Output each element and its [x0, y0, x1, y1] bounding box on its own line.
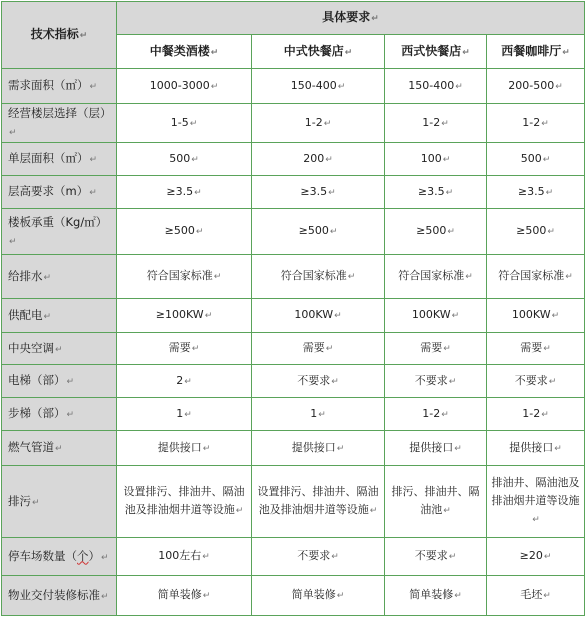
table-cell: 排油井、隔油池及排油烟井道等设施↵	[487, 466, 585, 538]
table-cell: 提供接口↵	[385, 431, 487, 466]
table-row	[2, 576, 585, 616]
table-cell: ≥3.5↵	[252, 176, 385, 209]
table-cell: 符合国家标准↵	[487, 255, 585, 299]
spellcheck-underlined-text: 个	[77, 548, 89, 563]
table-cell: ≥100KW↵	[117, 299, 252, 333]
header-col-chinese-fastfood: 中式快餐店↵	[252, 35, 385, 69]
table-row	[2, 209, 585, 255]
row-label: 层高要求（m）↵	[2, 176, 117, 209]
table-cell: 不要求↵	[385, 538, 487, 576]
table-row	[2, 398, 585, 431]
table-cell: 1-5↵	[117, 104, 252, 143]
header-row-1	[2, 2, 585, 35]
row-label: 经营楼层选择（层）↵	[2, 104, 117, 143]
table-cell: ≥500↵	[252, 209, 385, 255]
table-row	[2, 365, 585, 398]
row-label: 物业交付装修标准↵	[2, 576, 117, 616]
table-cell: 100KW↵	[252, 299, 385, 333]
header-requirements: 具体要求↵	[117, 2, 585, 35]
table-cell: 简单装修↵	[117, 576, 252, 616]
row-label: 给排水↵	[2, 255, 117, 299]
table-cell: 需要↵	[117, 333, 252, 365]
table-cell: 150-400↵	[385, 69, 487, 104]
row-label: 需求面积（㎡）↵	[2, 69, 117, 104]
table-row	[2, 143, 585, 176]
table-cell: 提供接口↵	[117, 431, 252, 466]
table-cell: ≥500↵	[385, 209, 487, 255]
table-cell: 1-2↵	[252, 104, 385, 143]
table-cell: 提供接口↵	[487, 431, 585, 466]
table-cell: 500↵	[117, 143, 252, 176]
table-row	[2, 104, 585, 143]
table-cell: 100KW↵	[385, 299, 487, 333]
table-cell: 设置排污、排油井、隔油池及排油烟井道等设施↵	[252, 466, 385, 538]
table-cell: 100↵	[385, 143, 487, 176]
table-cell: 简单装修↵	[385, 576, 487, 616]
table-row	[2, 176, 585, 209]
table-cell: 100左右↵	[117, 538, 252, 576]
table-cell: 符合国家标准↵	[385, 255, 487, 299]
table-row	[2, 255, 585, 299]
table-cell: 不要求↵	[252, 365, 385, 398]
table-cell: 需要↵	[252, 333, 385, 365]
table-cell: 不要求↵	[252, 538, 385, 576]
table-cell: ≥3.5↵	[385, 176, 487, 209]
table-cell: 不要求↵	[385, 365, 487, 398]
row-label: 排污↵	[2, 466, 117, 538]
header-indicator: 技术指标↵	[2, 2, 117, 69]
table-cell: ≥500↵	[487, 209, 585, 255]
table-row	[2, 431, 585, 466]
table-row	[2, 466, 585, 538]
table-cell: 200↵	[252, 143, 385, 176]
table-cell: 设置排污、排油井、隔油池及排油烟井道等设施↵	[117, 466, 252, 538]
table-cell: 1↵	[252, 398, 385, 431]
table-row	[2, 299, 585, 333]
row-label: 停车场数量（个）↵	[2, 538, 117, 576]
table-cell: ≥500↵	[117, 209, 252, 255]
table-cell: 1-2↵	[385, 104, 487, 143]
table-cell: 1-2↵	[385, 398, 487, 431]
table-cell: 简单装修↵	[252, 576, 385, 616]
table-cell: 符合国家标准↵	[117, 255, 252, 299]
row-label: 电梯（部）↵	[2, 365, 117, 398]
table-cell: 1-2↵	[487, 104, 585, 143]
table-row	[2, 333, 585, 365]
row-label: 燃气管道↵	[2, 431, 117, 466]
row-label: 楼板承重（Kg/㎡）↵	[2, 209, 117, 255]
table-cell: ≥20↵	[487, 538, 585, 576]
table-cell: 不要求↵	[487, 365, 585, 398]
table-cell: ≥3.5↵	[117, 176, 252, 209]
table-cell: 排污、排油井、隔油池↵	[385, 466, 487, 538]
header-col-chinese-restaurant: 中餐类酒楼↵	[117, 35, 252, 69]
table-cell: 2↵	[117, 365, 252, 398]
table-cell: 1-2↵	[487, 398, 585, 431]
table-cell: 需要↵	[487, 333, 585, 365]
requirements-table	[1, 1, 585, 616]
table-cell: 150-400↵	[252, 69, 385, 104]
table-cell: 200-500↵	[487, 69, 585, 104]
header-col-western-fastfood: 西式快餐店↵	[385, 35, 487, 69]
table-cell: 毛坯↵	[487, 576, 585, 616]
table-cell: 100KW↵	[487, 299, 585, 333]
table-cell: 500↵	[487, 143, 585, 176]
table-cell: ≥3.5↵	[487, 176, 585, 209]
table-cell: 1↵	[117, 398, 252, 431]
table-cell: 提供接口↵	[252, 431, 385, 466]
row-label: 单层面积（㎡）↵	[2, 143, 117, 176]
row-label: 步梯（部）↵	[2, 398, 117, 431]
table-row	[2, 538, 585, 576]
requirements-table-container	[1, 1, 585, 616]
table-cell: 1000-3000↵	[117, 69, 252, 104]
row-label: 中央空调↵	[2, 333, 117, 365]
header-col-western-cafe: 西餐咖啡厅↵	[487, 35, 585, 69]
table-row	[2, 69, 585, 104]
table-cell: 符合国家标准↵	[252, 255, 385, 299]
table-cell: 需要↵	[385, 333, 487, 365]
row-label: 供配电↵	[2, 299, 117, 333]
